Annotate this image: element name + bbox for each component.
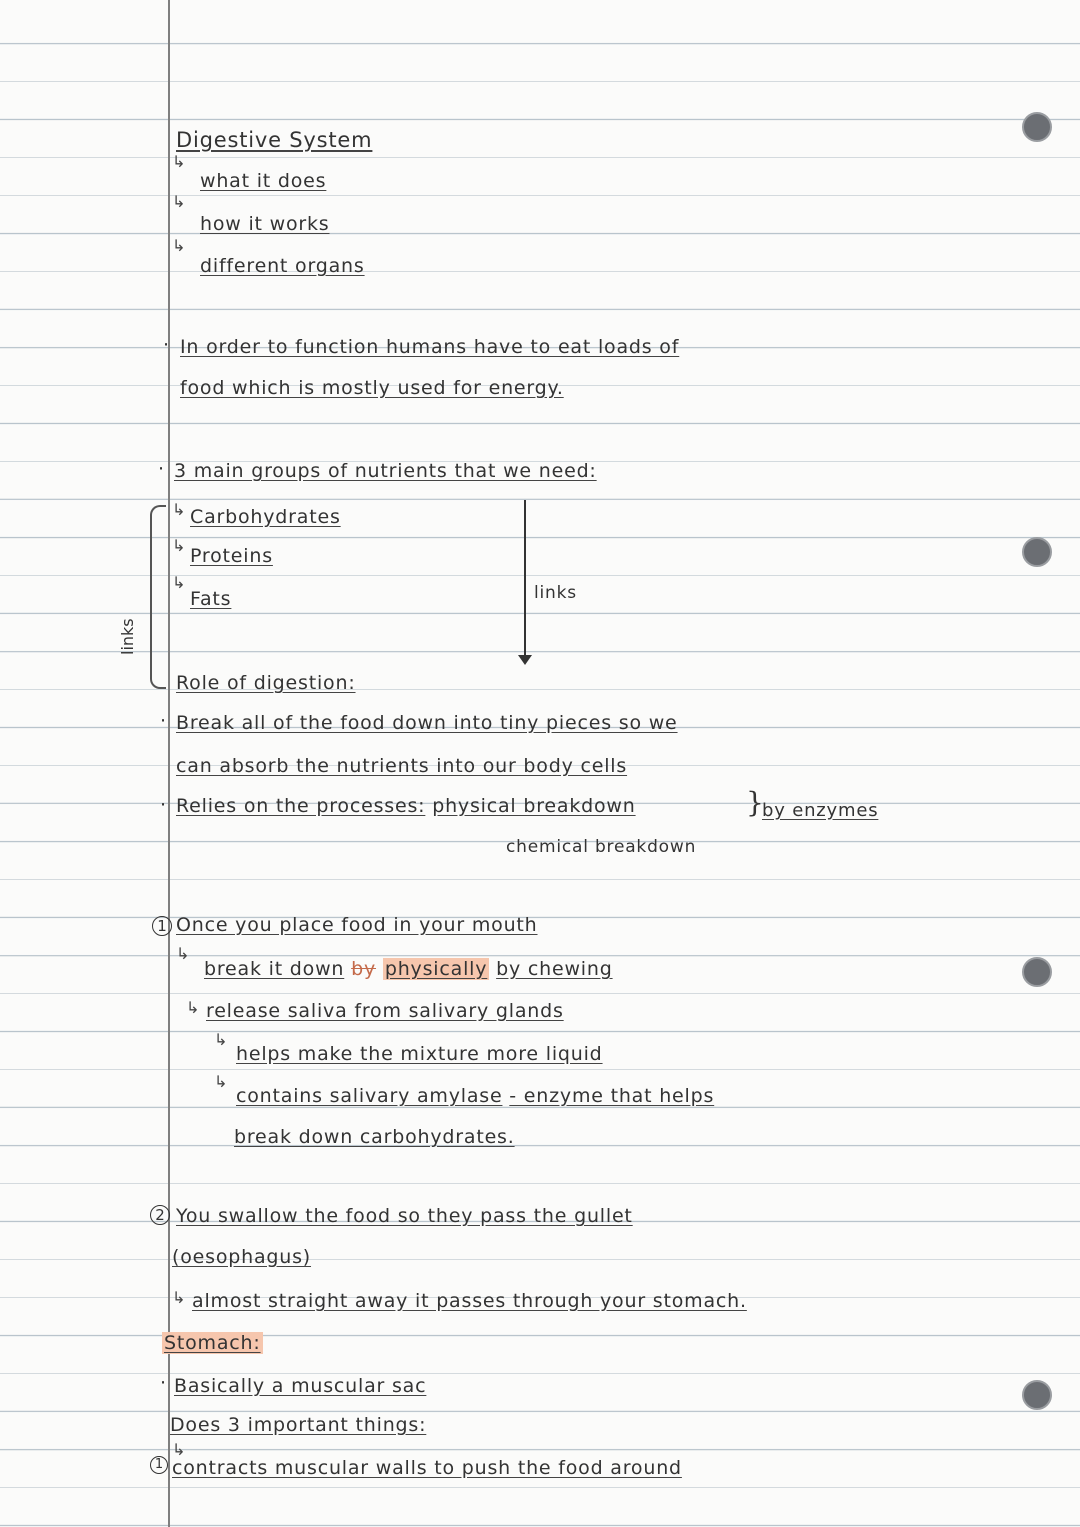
- nutrient-item: Fats: [190, 588, 232, 610]
- arrow-down-icon: [518, 655, 532, 665]
- step1-saliva: release saliva from salivary glands: [206, 1000, 564, 1022]
- sub-arrow-icon: ↳: [172, 573, 187, 592]
- step1-chew: [204, 958, 613, 980]
- binder-hole: [1022, 1380, 1052, 1410]
- role-heading: Role of digestion:: [176, 672, 356, 694]
- links-label: links: [534, 583, 577, 603]
- nutrients-heading: 3 main groups of nutrients that we need:: [174, 460, 597, 482]
- sub-arrow-icon: ↳: [172, 1440, 187, 1459]
- sub-arrow-icon: ↳: [214, 1072, 229, 1091]
- links-bracket: [150, 505, 166, 689]
- stomach-point: contracts muscular walls to push the food around: [172, 1457, 682, 1479]
- stomach-heading: Stomach:: [164, 1332, 261, 1354]
- step1-title: Once you place food in your mouth: [176, 914, 538, 936]
- process-physical: physical breakdown: [432, 795, 636, 817]
- step-number: 2: [150, 1205, 170, 1225]
- role-text: can absorb the nutrients into our body cells: [176, 755, 628, 777]
- sub-arrow-icon: ↳: [176, 944, 191, 963]
- relies-text: [176, 795, 636, 817]
- sub-arrow-icon: ↳: [172, 1288, 187, 1307]
- binder-hole: [1022, 537, 1052, 567]
- intro-text: food which is mostly used for energy.: [180, 377, 564, 399]
- step-number: 1: [152, 916, 172, 936]
- nutrient-item: Carbohydrates: [190, 506, 341, 528]
- sub-arrow-icon: ↳: [172, 192, 187, 211]
- step2-text: almost straight away it passes through your stomach.: [192, 1290, 747, 1312]
- overview-item: how it works: [200, 213, 330, 235]
- bullet: ·: [160, 710, 167, 732]
- overview-item: different organs: [200, 255, 365, 277]
- intro-text: In order to function humans have to eat loads of: [180, 336, 680, 358]
- step1-amylase-cont: break down carbohydrates.: [234, 1126, 515, 1148]
- sub-arrow-icon: ↳: [172, 236, 187, 255]
- step1-amylase-pre: contains salivary amylase: [236, 1085, 503, 1107]
- sub-arrow-icon: ↳: [172, 536, 187, 555]
- sub-arrow-icon: ↳: [172, 500, 187, 519]
- step1-chew-post: by chewing: [496, 958, 613, 980]
- stomach-text: Basically a muscular sac: [174, 1375, 427, 1397]
- bullet: ·: [160, 1372, 167, 1394]
- bullet: ·: [163, 334, 170, 356]
- step2-text: (oesophagus): [172, 1246, 312, 1268]
- step1-chew-pre: break it down: [204, 958, 345, 980]
- binder-hole: [1022, 112, 1052, 142]
- relies-prefix: Relies on the processes:: [176, 795, 426, 817]
- point-number: 1: [150, 1456, 168, 1474]
- binder-hole: [1022, 957, 1052, 987]
- stomach-text: Does 3 important things:: [170, 1414, 427, 1436]
- page-title: Digestive System: [176, 128, 373, 152]
- step1-amylase-post: - enzyme that helps: [509, 1085, 715, 1107]
- sub-arrow-icon: ↳: [172, 152, 187, 171]
- margin-line: [168, 0, 170, 1527]
- links-arrow-line: [524, 500, 526, 658]
- process-chemical: chemical breakdown: [506, 837, 697, 857]
- step1-liquid: helps make the mixture more liquid: [236, 1043, 603, 1065]
- sub-arrow-icon: ↳: [186, 998, 201, 1017]
- step1-amylase: [236, 1085, 714, 1107]
- overview-item: what it does: [200, 170, 327, 192]
- links-side-label: links: [118, 618, 137, 655]
- bullet: ·: [158, 458, 165, 480]
- role-text: Break all of the food down into tiny pieces so we: [176, 712, 678, 734]
- brace-icon: }: [746, 786, 764, 819]
- sub-arrow-icon: ↳: [214, 1030, 229, 1049]
- step2-text: You swallow the food so they pass the gullet: [176, 1205, 633, 1227]
- step1-chew-highlight: physically: [384, 958, 488, 980]
- step1-chew-strike: by: [351, 958, 377, 980]
- bullet: ·: [160, 794, 167, 816]
- by-enzymes: by enzymes: [762, 800, 879, 821]
- nutrient-item: Proteins: [190, 545, 273, 567]
